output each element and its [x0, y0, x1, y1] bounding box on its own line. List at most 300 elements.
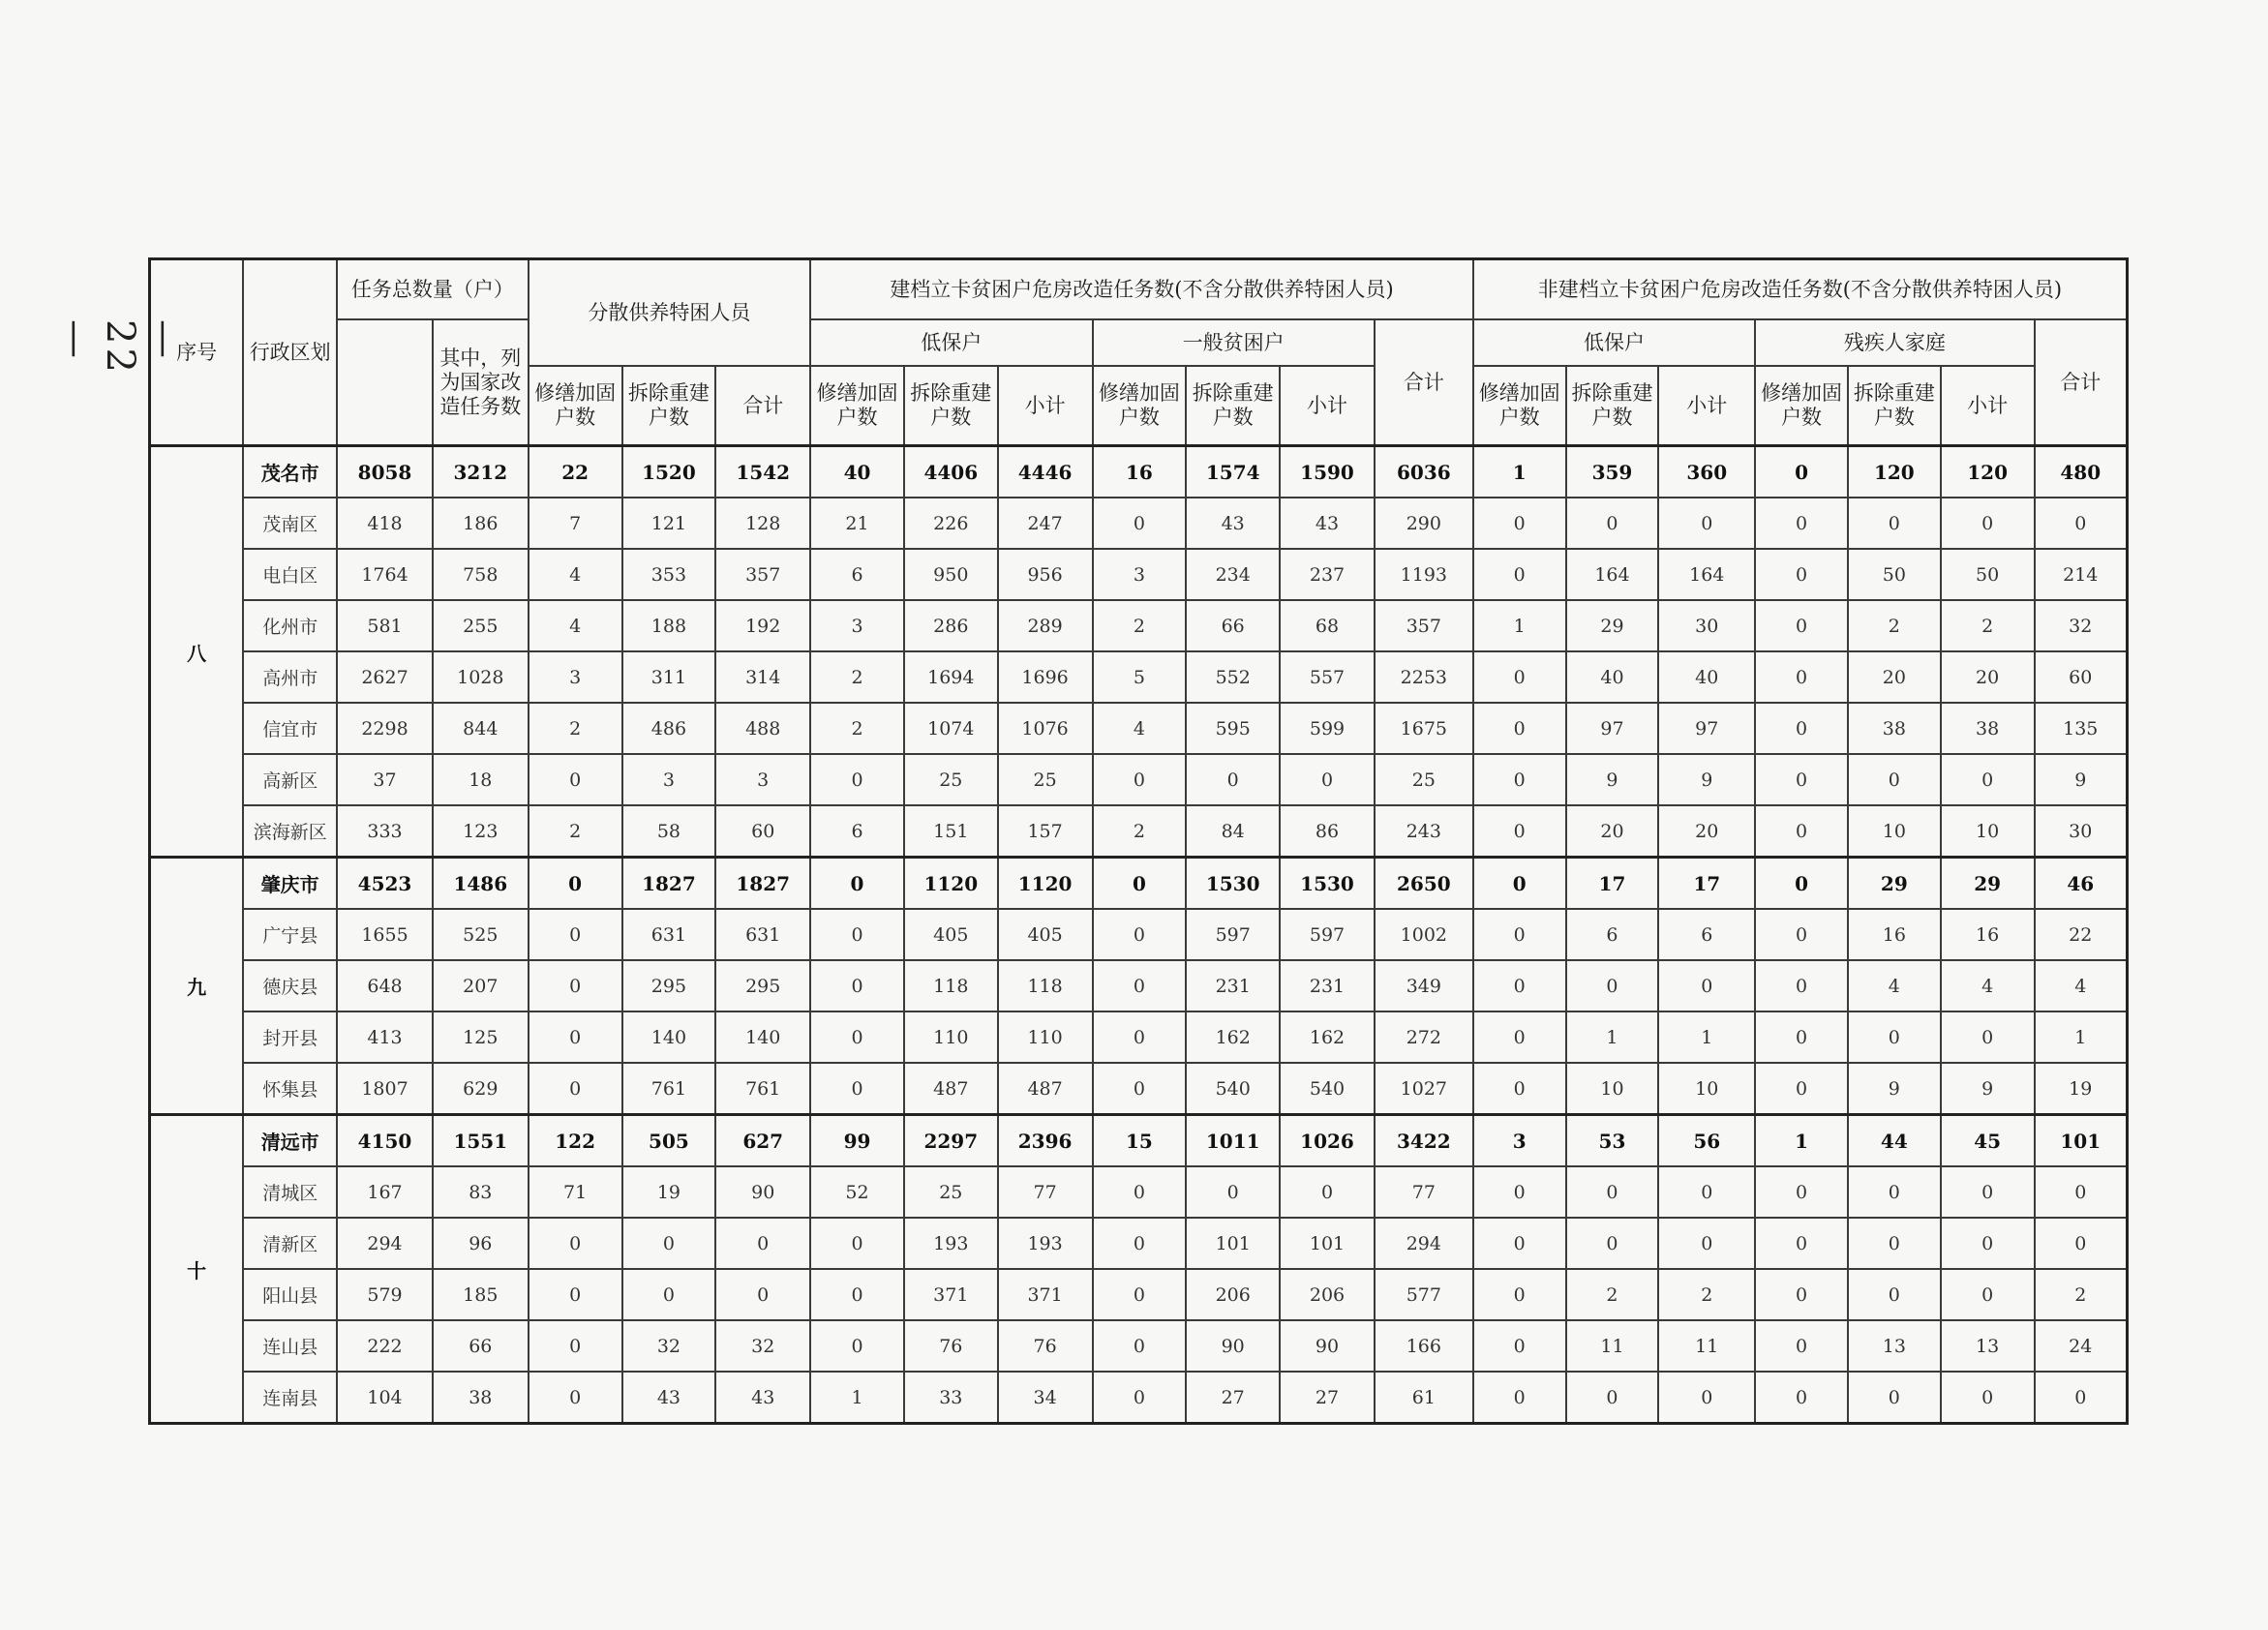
value-cell: 21 — [810, 498, 904, 549]
value-cell: 0 — [2035, 1166, 2128, 1218]
value-cell: 1530 — [1280, 858, 1375, 910]
value-cell: 231 — [1186, 960, 1280, 1011]
value-cell: 0 — [1941, 1269, 2035, 1320]
value-cell: 110 — [998, 1011, 1093, 1063]
value-cell: 86 — [1280, 805, 1375, 858]
value-cell: 6 — [810, 549, 904, 600]
value-cell: 16 — [1093, 446, 1187, 498]
value-cell: 140 — [715, 1011, 810, 1063]
value-cell: 125 — [433, 1011, 529, 1063]
value-cell: 29 — [1941, 858, 2035, 910]
housing-renovation-table — [148, 257, 2129, 1425]
value-cell: 37 — [337, 754, 433, 805]
value-cell: 0 — [1755, 1320, 1848, 1372]
region-name-cell: 怀集县 — [243, 1063, 337, 1115]
value-cell: 1026 — [1280, 1115, 1375, 1167]
value-cell: 758 — [433, 549, 529, 600]
value-cell: 597 — [1280, 909, 1375, 960]
table-row — [150, 703, 2128, 754]
value-cell: 222 — [337, 1320, 433, 1372]
table-row — [150, 1063, 2128, 1115]
value-cell: 2396 — [998, 1115, 1093, 1167]
value-cell: 1551 — [433, 1115, 529, 1167]
value-cell: 0 — [1093, 754, 1187, 805]
value-cell: 0 — [1093, 1372, 1187, 1424]
value-cell: 10 — [1941, 805, 2035, 858]
region-name-cell: 清新区 — [243, 1218, 337, 1269]
header-rebuild: 拆除重建户数 — [1848, 366, 1941, 446]
value-cell: 2 — [2035, 1269, 2128, 1320]
value-cell: 56 — [1658, 1115, 1755, 1167]
value-cell: 405 — [998, 909, 1093, 960]
region-name-cell: 清城区 — [243, 1166, 337, 1218]
value-cell: 0 — [1755, 600, 1848, 651]
table-row — [150, 1115, 2128, 1167]
value-cell: 15 — [1093, 1115, 1187, 1167]
header-task-total: 任务总数量（户） — [337, 259, 529, 320]
value-cell: 186 — [433, 498, 529, 549]
value-cell: 0 — [1941, 1166, 2035, 1218]
value-cell: 294 — [1375, 1218, 1473, 1269]
group-seq-cell: 九 — [150, 858, 244, 1115]
value-cell: 27 — [1280, 1372, 1375, 1424]
value-cell: 4446 — [998, 446, 1093, 498]
value-cell: 0 — [1473, 1269, 1566, 1320]
value-cell: 53 — [1566, 1115, 1659, 1167]
value-cell: 3 — [715, 754, 810, 805]
value-cell: 0 — [1658, 1372, 1755, 1424]
table-row — [150, 651, 2128, 703]
value-cell: 38 — [1941, 703, 2035, 754]
value-cell: 0 — [1093, 909, 1187, 960]
value-cell: 97 — [1658, 703, 1755, 754]
value-cell: 1076 — [998, 703, 1093, 754]
value-cell: 0 — [1755, 805, 1848, 858]
value-cell: 0 — [1941, 498, 2035, 549]
value-cell: 2627 — [337, 651, 433, 703]
value-cell: 0 — [1848, 1269, 1941, 1320]
value-cell: 0 — [1566, 1218, 1659, 1269]
value-cell: 4 — [1941, 960, 2035, 1011]
value-cell: 157 — [998, 805, 1093, 858]
value-cell: 2 — [810, 651, 904, 703]
value-cell: 17 — [1658, 858, 1755, 910]
value-cell: 6 — [810, 805, 904, 858]
value-cell: 0 — [1658, 498, 1755, 549]
value-cell: 22 — [529, 446, 622, 498]
header-rebuild: 拆除重建户数 — [622, 366, 716, 446]
value-cell: 314 — [715, 651, 810, 703]
value-cell: 540 — [1280, 1063, 1375, 1115]
value-cell: 3 — [1473, 1115, 1566, 1167]
value-cell: 61 — [1375, 1372, 1473, 1424]
value-cell: 123 — [433, 805, 529, 858]
region-name-cell: 茂南区 — [243, 498, 337, 549]
value-cell: 43 — [1186, 498, 1280, 549]
value-cell: 290 — [1375, 498, 1473, 549]
value-cell: 20 — [1941, 651, 2035, 703]
value-cell: 66 — [433, 1320, 529, 1372]
value-cell: 45 — [1941, 1115, 2035, 1167]
header-repair: 修缮加固户数 — [810, 366, 904, 446]
value-cell: 0 — [1473, 651, 1566, 703]
value-cell: 192 — [715, 600, 810, 651]
value-cell: 234 — [1186, 549, 1280, 600]
value-cell: 2 — [1093, 805, 1187, 858]
value-cell: 3 — [1093, 549, 1187, 600]
value-cell: 540 — [1186, 1063, 1280, 1115]
value-cell: 0 — [1755, 651, 1848, 703]
table-row — [150, 600, 2128, 651]
value-cell: 128 — [715, 498, 810, 549]
value-cell: 0 — [1093, 1218, 1187, 1269]
value-cell: 0 — [1473, 754, 1566, 805]
value-cell: 110 — [904, 1011, 998, 1063]
header-subtotal: 小计 — [1658, 366, 1755, 446]
header-reg-general-poor: 一般贫困户 — [1093, 319, 1375, 366]
value-cell: 13 — [1941, 1320, 2035, 1372]
value-cell: 1675 — [1375, 703, 1473, 754]
value-cell: 599 — [1280, 703, 1375, 754]
value-cell: 0 — [1093, 1269, 1187, 1320]
value-cell: 3422 — [1375, 1115, 1473, 1167]
header-repair: 修缮加固户数 — [1755, 366, 1848, 446]
value-cell: 120 — [1941, 446, 2035, 498]
table-row — [150, 446, 2128, 498]
value-cell: 151 — [904, 805, 998, 858]
value-cell: 19 — [622, 1166, 716, 1218]
value-cell: 0 — [1473, 1218, 1566, 1269]
value-cell: 0 — [529, 909, 622, 960]
value-cell: 25 — [998, 754, 1093, 805]
value-cell: 0 — [1473, 960, 1566, 1011]
value-cell: 0 — [1473, 498, 1566, 549]
value-cell: 22 — [2035, 909, 2128, 960]
value-cell: 76 — [998, 1320, 1093, 1372]
value-cell: 405 — [904, 909, 998, 960]
value-cell: 0 — [1941, 754, 2035, 805]
value-cell: 40 — [1658, 651, 1755, 703]
value-cell: 1 — [1755, 1115, 1848, 1167]
value-cell: 29 — [1566, 600, 1659, 651]
value-cell: 226 — [904, 498, 998, 549]
value-cell: 24 — [2035, 1320, 2128, 1372]
value-cell: 1696 — [998, 651, 1093, 703]
region-name-cell: 茂名市 — [243, 446, 337, 498]
value-cell: 101 — [2035, 1115, 2128, 1167]
header-rebuild: 拆除重建户数 — [904, 366, 998, 446]
value-cell: 34 — [998, 1372, 1093, 1424]
value-cell: 40 — [1566, 651, 1659, 703]
value-cell: 60 — [715, 805, 810, 858]
table-body — [150, 446, 2128, 1424]
value-cell: 0 — [1566, 498, 1659, 549]
value-cell: 0 — [1473, 549, 1566, 600]
value-cell: 0 — [1473, 703, 1566, 754]
value-cell: 488 — [715, 703, 810, 754]
value-cell: 0 — [1755, 1218, 1848, 1269]
value-cell: 33 — [904, 1372, 998, 1424]
value-cell: 118 — [904, 960, 998, 1011]
value-cell: 243 — [1375, 805, 1473, 858]
value-cell: 135 — [2035, 703, 2128, 754]
value-cell: 101 — [1186, 1218, 1280, 1269]
value-cell: 77 — [1375, 1166, 1473, 1218]
value-cell: 761 — [622, 1063, 716, 1115]
value-cell: 0 — [529, 1063, 622, 1115]
value-cell: 76 — [904, 1320, 998, 1372]
value-cell: 20 — [1566, 805, 1659, 858]
value-cell: 505 — [622, 1115, 716, 1167]
value-cell: 0 — [1093, 858, 1187, 910]
value-cell: 0 — [810, 960, 904, 1011]
value-cell: 0 — [1280, 1166, 1375, 1218]
value-cell: 0 — [1093, 1320, 1187, 1372]
value-cell: 1574 — [1186, 446, 1280, 498]
value-cell: 8058 — [337, 446, 433, 498]
header-non-registered: 非建档立卡贫困户危房改造任务数(不含分散供养特困人员) — [1473, 259, 2128, 320]
value-cell: 1120 — [998, 858, 1093, 910]
value-cell: 20 — [1848, 651, 1941, 703]
value-cell: 0 — [1755, 960, 1848, 1011]
value-cell: 418 — [337, 498, 433, 549]
table-row — [150, 1320, 2128, 1372]
value-cell: 4 — [1093, 703, 1187, 754]
value-cell: 0 — [810, 1269, 904, 1320]
value-cell: 0 — [622, 1218, 716, 1269]
header-rebuild: 拆除重建户数 — [1186, 366, 1280, 446]
header-reg-dibao: 低保户 — [810, 319, 1092, 366]
value-cell: 2297 — [904, 1115, 998, 1167]
value-cell: 0 — [529, 1218, 622, 1269]
value-cell: 0 — [1755, 549, 1848, 600]
header-task-total-blank — [337, 319, 433, 446]
value-cell: 206 — [1186, 1269, 1280, 1320]
value-cell: 487 — [904, 1063, 998, 1115]
value-cell: 0 — [1566, 1372, 1659, 1424]
value-cell: 9 — [1941, 1063, 2035, 1115]
value-cell: 60 — [2035, 651, 2128, 703]
value-cell: 32 — [622, 1320, 716, 1372]
value-cell: 0 — [1093, 960, 1187, 1011]
value-cell: 164 — [1658, 549, 1755, 600]
value-cell: 595 — [1186, 703, 1280, 754]
value-cell: 101 — [1280, 1218, 1375, 1269]
value-cell: 557 — [1280, 651, 1375, 703]
header-scattered: 分散供养特困人员 — [529, 259, 810, 367]
value-cell: 0 — [1755, 1372, 1848, 1424]
value-cell: 29 — [1848, 858, 1941, 910]
table-row — [150, 909, 2128, 960]
value-cell: 44 — [1848, 1115, 1941, 1167]
value-cell: 10 — [1566, 1063, 1659, 1115]
value-cell: 0 — [1473, 1063, 1566, 1115]
value-cell: 295 — [715, 960, 810, 1011]
value-cell: 6036 — [1375, 446, 1473, 498]
value-cell: 0 — [2035, 1218, 2128, 1269]
value-cell: 122 — [529, 1115, 622, 1167]
header-task-national: 其中，列为国家改造任务数 — [433, 319, 529, 446]
value-cell: 0 — [1755, 858, 1848, 910]
value-cell: 7 — [529, 498, 622, 549]
value-cell: 11 — [1658, 1320, 1755, 1372]
value-cell: 38 — [1848, 703, 1941, 754]
value-cell: 2 — [1848, 600, 1941, 651]
value-cell: 4 — [2035, 960, 2128, 1011]
value-cell: 40 — [810, 446, 904, 498]
value-cell: 46 — [2035, 858, 2128, 910]
value-cell: 353 — [622, 549, 716, 600]
value-cell: 32 — [2035, 600, 2128, 651]
value-cell: 4406 — [904, 446, 998, 498]
value-cell: 27 — [1186, 1372, 1280, 1424]
region-name-cell: 阳山县 — [243, 1269, 337, 1320]
value-cell: 0 — [1093, 1011, 1187, 1063]
value-cell: 0 — [810, 754, 904, 805]
value-cell: 58 — [622, 805, 716, 858]
table-row — [150, 1269, 2128, 1320]
value-cell: 50 — [1941, 549, 2035, 600]
value-cell: 164 — [1566, 549, 1659, 600]
value-cell: 1530 — [1186, 858, 1280, 910]
value-cell: 0 — [1755, 1269, 1848, 1320]
value-cell: 1807 — [337, 1063, 433, 1115]
value-cell: 118 — [998, 960, 1093, 1011]
region-name-cell: 高新区 — [243, 754, 337, 805]
region-name-cell: 信宜市 — [243, 703, 337, 754]
header-nonreg-total: 合计 — [2035, 319, 2128, 446]
housing-renovation-table-container — [148, 257, 2129, 1425]
value-cell: 0 — [529, 1011, 622, 1063]
region-name-cell: 滨海新区 — [243, 805, 337, 858]
value-cell: 1694 — [904, 651, 998, 703]
value-cell: 631 — [622, 909, 716, 960]
region-name-cell: 清远市 — [243, 1115, 337, 1167]
value-cell: 0 — [1755, 1011, 1848, 1063]
value-cell: 90 — [1280, 1320, 1375, 1372]
header-reg-total: 合计 — [1375, 319, 1473, 446]
header-nonreg-dibao: 低保户 — [1473, 319, 1755, 366]
value-cell: 950 — [904, 549, 998, 600]
value-cell: 90 — [1186, 1320, 1280, 1372]
value-cell: 2 — [1658, 1269, 1755, 1320]
value-cell: 0 — [529, 858, 622, 910]
value-cell: 0 — [715, 1269, 810, 1320]
value-cell: 761 — [715, 1063, 810, 1115]
value-cell: 0 — [1941, 1011, 2035, 1063]
value-cell: 77 — [998, 1166, 1093, 1218]
value-cell: 0 — [810, 909, 904, 960]
value-cell: 0 — [1566, 960, 1659, 1011]
value-cell: 185 — [433, 1269, 529, 1320]
value-cell: 1074 — [904, 703, 998, 754]
value-cell: 577 — [1375, 1269, 1473, 1320]
table-row — [150, 498, 2128, 549]
value-cell: 552 — [1186, 651, 1280, 703]
value-cell: 311 — [622, 651, 716, 703]
value-cell: 18 — [433, 754, 529, 805]
value-cell: 0 — [1941, 1218, 2035, 1269]
value-cell: 255 — [433, 600, 529, 651]
value-cell: 99 — [810, 1115, 904, 1167]
page-number: — 22 — — [53, 319, 187, 377]
value-cell: 43 — [715, 1372, 810, 1424]
value-cell: 25 — [1375, 754, 1473, 805]
value-cell: 0 — [810, 1011, 904, 1063]
value-cell: 0 — [1473, 1166, 1566, 1218]
value-cell: 0 — [1093, 1063, 1187, 1115]
value-cell: 289 — [998, 600, 1093, 651]
value-cell: 214 — [2035, 549, 2128, 600]
header-seq: 序号 — [150, 259, 244, 446]
value-cell: 359 — [1566, 446, 1659, 498]
value-cell: 581 — [337, 600, 433, 651]
value-cell: 525 — [433, 909, 529, 960]
value-cell: 0 — [529, 754, 622, 805]
value-cell: 1027 — [1375, 1063, 1473, 1115]
value-cell: 43 — [622, 1372, 716, 1424]
value-cell: 0 — [2035, 1372, 2128, 1424]
value-cell: 16 — [1848, 909, 1941, 960]
group-seq-cell: 八 — [150, 446, 244, 858]
table-row — [150, 858, 2128, 910]
value-cell: 25 — [904, 1166, 998, 1218]
value-cell: 0 — [1848, 498, 1941, 549]
value-cell: 30 — [1658, 600, 1755, 651]
value-cell: 11 — [1566, 1320, 1659, 1372]
value-cell: 52 — [810, 1166, 904, 1218]
value-cell: 0 — [1658, 960, 1755, 1011]
value-cell: 121 — [622, 498, 716, 549]
value-cell: 1486 — [433, 858, 529, 910]
value-cell: 1542 — [715, 446, 810, 498]
region-name-cell: 肇庆市 — [243, 858, 337, 910]
value-cell: 0 — [1186, 754, 1280, 805]
value-cell: 349 — [1375, 960, 1473, 1011]
table-row — [150, 960, 2128, 1011]
value-cell: 71 — [529, 1166, 622, 1218]
header-subtotal: 小计 — [998, 366, 1093, 446]
table-row — [150, 1166, 2128, 1218]
value-cell: 956 — [998, 549, 1093, 600]
value-cell: 120 — [1848, 446, 1941, 498]
value-cell: 3 — [529, 651, 622, 703]
value-cell: 1590 — [1280, 446, 1375, 498]
value-cell: 2 — [1941, 600, 2035, 651]
value-cell: 1028 — [433, 651, 529, 703]
header-subtotal: 小计 — [1941, 366, 2035, 446]
region-name-cell: 广宁县 — [243, 909, 337, 960]
value-cell: 2 — [810, 703, 904, 754]
value-cell: 597 — [1186, 909, 1280, 960]
value-cell: 90 — [715, 1166, 810, 1218]
value-cell: 1193 — [1375, 549, 1473, 600]
value-cell: 0 — [1473, 1372, 1566, 1424]
value-cell: 0 — [529, 1372, 622, 1424]
value-cell: 4 — [529, 600, 622, 651]
value-cell: 629 — [433, 1063, 529, 1115]
header-rebuild: 拆除重建户数 — [1566, 366, 1659, 446]
table-row — [150, 1218, 2128, 1269]
value-cell: 207 — [433, 960, 529, 1011]
value-cell: 1827 — [622, 858, 716, 910]
value-cell: 0 — [715, 1218, 810, 1269]
value-cell: 1520 — [622, 446, 716, 498]
group-seq-cell: 十 — [150, 1115, 244, 1424]
value-cell: 0 — [1186, 1166, 1280, 1218]
value-cell: 844 — [433, 703, 529, 754]
value-cell: 360 — [1658, 446, 1755, 498]
